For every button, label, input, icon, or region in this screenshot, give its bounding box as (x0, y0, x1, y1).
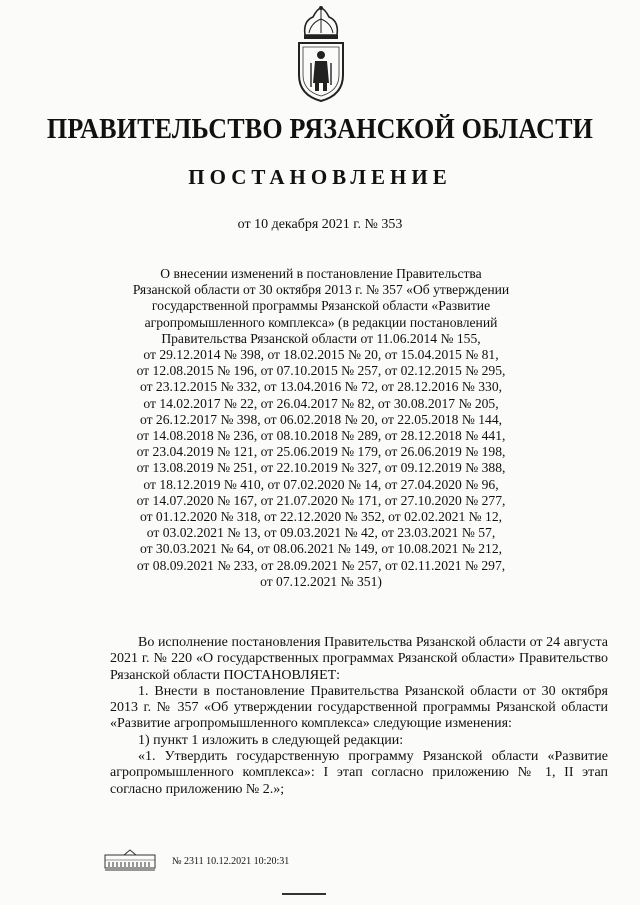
government-title: ПРАВИТЕЛЬСТВО РЯЗАНСКОЙ ОБЛАСТИ (46, 114, 594, 145)
document-date-number: от 10 декабря 2021 г. № 353 (237, 217, 403, 232)
document-type: ПОСТАНОВЛЕНИЕ (188, 165, 452, 189)
body-paragraph: 1. Внести в постановление Правительства Рязанской области от 30 октября 2013 г. № 357 «Об утверждении государственной программы Рязанской области «Развитие агропромышленного комплекса» следующие изменения: (110, 683, 608, 732)
coat-of-arms-icon (293, 5, 349, 103)
body-paragraph: Во исполнение постановления Правительства Рязанской области от 24 августа 2021 г. № 220 «О государственных программах Рязанской области» Правительство Рязанской области ПОСТАНОВЛЯЕТ: (110, 635, 608, 683)
document-body (110, 635, 608, 798)
body-paragraph: «1. Утвердить государственную программу Рязанской области «Развитие агропромышленного комплекса»: I этап согласно приложению № 1, II этап согласно приложению № 2.»; (110, 749, 608, 797)
body-paragraph: 1) пункт 1 изложить в следующей редакции: (138, 732, 404, 748)
office-stamp-icon (104, 848, 156, 872)
document-heading: О внесении изменений в постановление Правительства Рязанской области от 30 октября 2013 г. № 357 «Об утверждении государственной программы Рязанской области «Развитие агропромышленного комплекса» (в редакции постановлений Правительства Рязанской области от 11.06.2014 № 155, от 29.12.2014 № 398, от 18.02.2015 № 20, от 15.04.2015 № 81, от 12.08.2015 № 196, от 07.10.2015 № 257, от 02.12.2015 № 295, от 23.12.2015 № 332, от 13.04.2016 № 72, от 28.12.2016 № 330, от 14.02.2017 № 22, от 26.04.2017 № 82, от 30.08.2017 № 205, от 26.12.2017 № 398, от 06.02.2018 № 20, от 22.05.2018 № 144, от 14.08.2018 № 236, от 08.10.2018 № 289, от 28.12.2018 № 441, от 23.04.2019 № 121, от 25.06.2019 № 179, от 26.06.2019 № 198, от 13.08.2019 № 251, от 22.10.2019 № 327, от 09.12.2019 № 388, от 18.12.2019 № 410, от 07.02.2020 № 14, от 27.04.2020 № 96, от 14.07.2020 № 167, от 21.07.2020 № 171, от 27.10.2020 № 277, от 01.12.2020 № 318, от 22.12.2020 № 352, от 02.02.2021 № 12, от 03.02.2021 № 13, от 09.03.2021 № 42, от 23.03.2021 № 57, от 30.03.2021 № 64, от 08.06.2021 № 149, от 10.08.2021 № 212, от 08.09.2021 № 233, от 28.09.2021 № 257, от 02.11.2021 № 297, от 07.12.2021 № 351) (132, 266, 510, 589)
registration-mark: № 2311 10.12.2021 10:20:31 (172, 856, 290, 867)
signature-mark (282, 893, 326, 895)
